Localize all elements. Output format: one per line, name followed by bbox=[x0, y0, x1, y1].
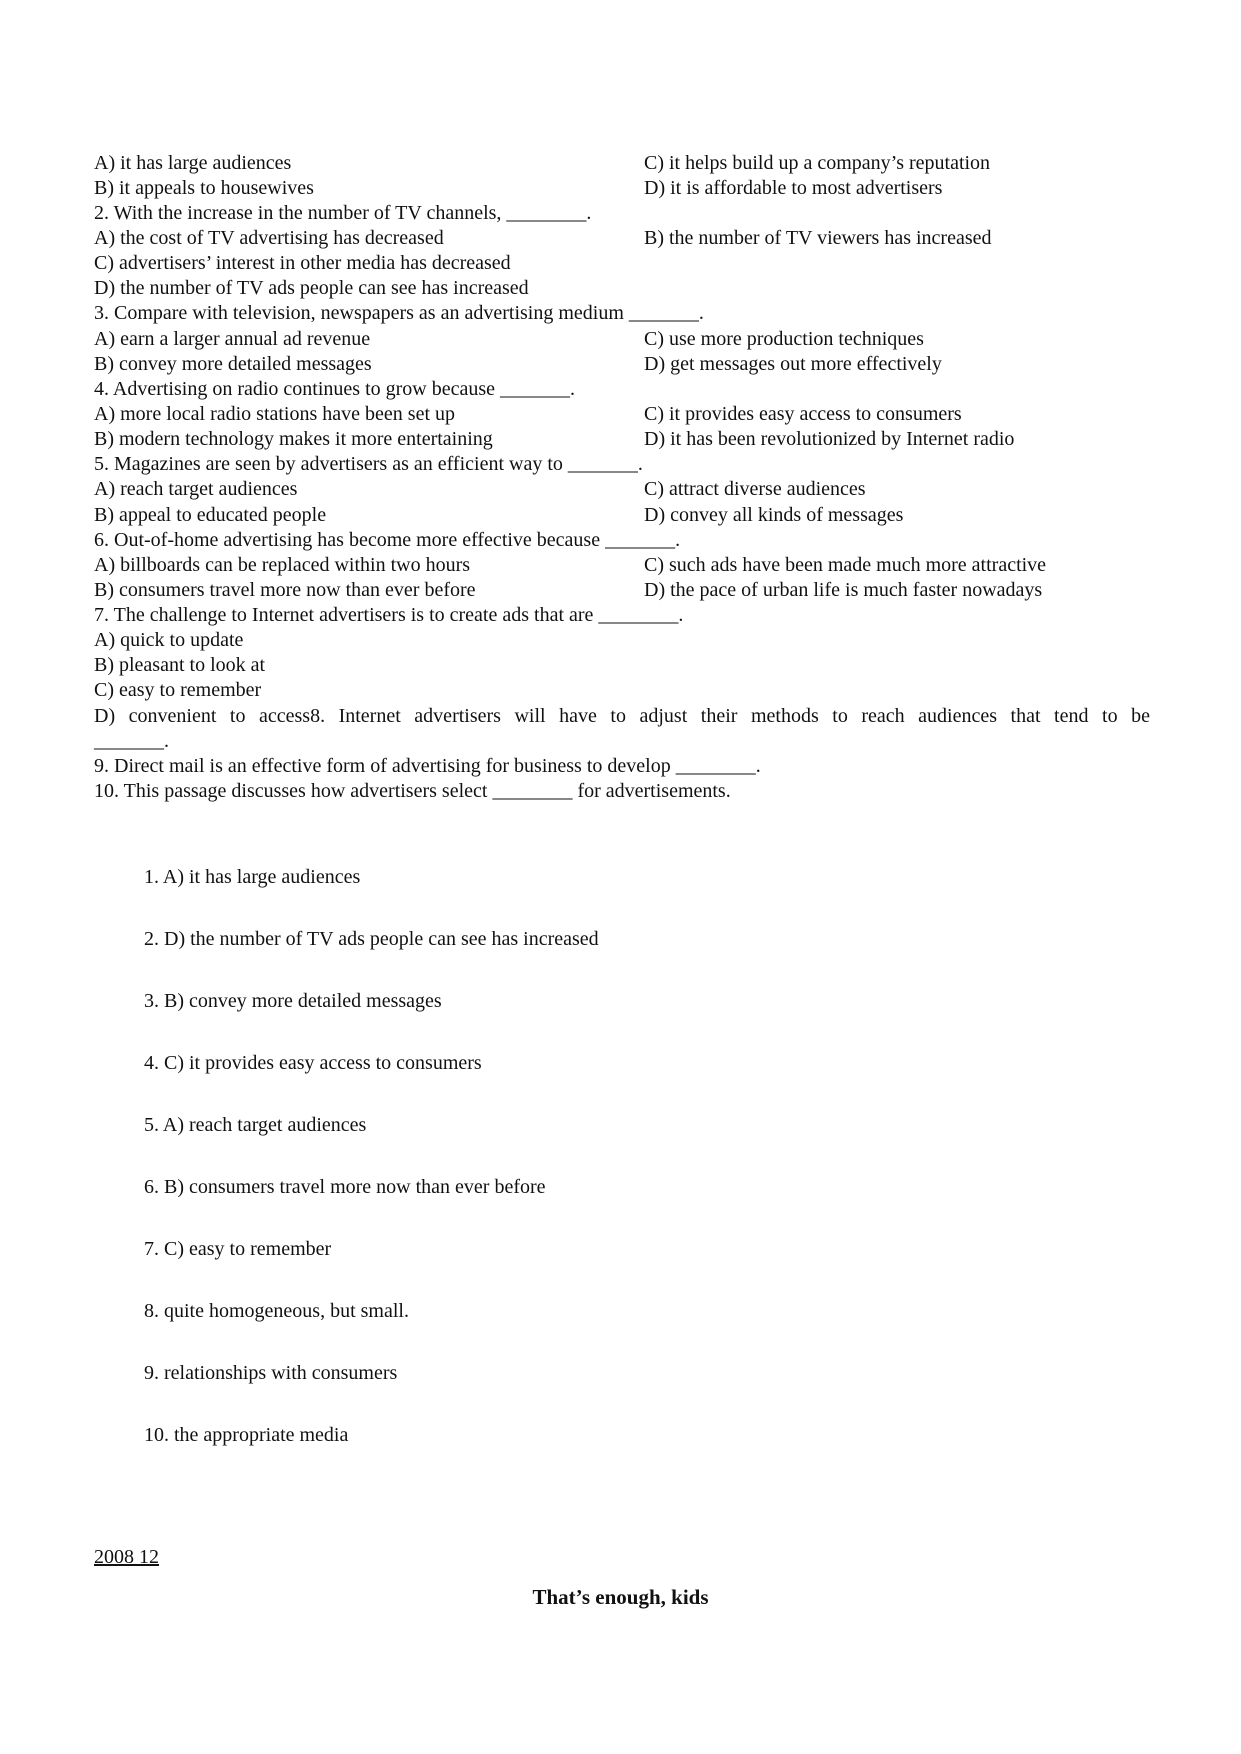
q6-stem: 6. Out-of-home advertising has become more effective because _______. bbox=[94, 529, 681, 551]
answer-item: 5. A) reach target audiences bbox=[144, 1114, 367, 1136]
q3-stem: 3. Compare with television, newspapers as an advertising medium _______. bbox=[94, 302, 704, 324]
q6-option-c: C) such ads have been made much more attractive bbox=[644, 554, 1047, 576]
answer-item: 1. A) it has large audiences bbox=[144, 866, 361, 888]
answer-item: 8. quite homogeneous, but small. bbox=[144, 1300, 409, 1322]
q1-option-b: B) it appeals to housewives bbox=[94, 177, 314, 199]
q6-option-a: A) billboards can be replaced within two hours bbox=[94, 554, 471, 576]
q1-option-d: D) it is affordable to most advertisers bbox=[644, 177, 943, 199]
q5-option-d: D) convey all kinds of messages bbox=[644, 504, 904, 526]
q4-option-d: D) it has been revolutionized by Internet radio bbox=[644, 428, 1015, 450]
q3-option-c: C) use more production techniques bbox=[644, 328, 924, 350]
q2-option-b: B) the number of TV viewers has increased bbox=[644, 227, 992, 249]
q3-option-b: B) convey more detailed messages bbox=[94, 353, 372, 375]
q7-option-c: C) easy to remember bbox=[94, 679, 262, 701]
answer-item: 10. the appropriate media bbox=[144, 1424, 349, 1446]
q3-option-d: D) get messages out more effectively bbox=[644, 353, 942, 375]
exam-date: 2008 12 bbox=[94, 1546, 159, 1568]
q5-option-a: A) reach target audiences bbox=[94, 478, 298, 500]
answer-item: 2. D) the number of TV ads people can see has increased bbox=[144, 928, 599, 950]
answer-item: 7. C) easy to remember bbox=[144, 1238, 332, 1260]
q2-option-c: C) advertisers’ interest in other media has decreased bbox=[94, 252, 511, 274]
answer-item: 4. C) it provides easy access to consumers bbox=[144, 1052, 482, 1074]
q5-option-c: C) attract diverse audiences bbox=[644, 478, 866, 500]
answer-item: 3. B) convey more detailed messages bbox=[144, 990, 442, 1012]
q4-option-a: A) more local radio stations have been set up bbox=[94, 403, 455, 425]
q5-option-b: B) appeal to educated people bbox=[94, 504, 327, 526]
q3-option-a: A) earn a larger annual ad revenue bbox=[94, 328, 371, 350]
q7-option-d-q8-stem: D) convenient to access8. Internet advertisers will have to adjust their methods to reach audiences that tend to be bbox=[94, 705, 1150, 727]
q4-option-b: B) modern technology makes it more entertaining bbox=[94, 428, 493, 450]
q7-stem: 7. The challenge to Internet advertisers is to create ads that are ________. bbox=[94, 604, 684, 626]
q2-stem: 2. With the increase in the number of TV channels, ________. bbox=[94, 202, 592, 224]
q6-option-d: D) the pace of urban life is much faster nowadays bbox=[644, 579, 1043, 601]
q7-option-b: B) pleasant to look at bbox=[94, 654, 266, 676]
q5-stem: 5. Magazines are seen by advertisers as an efficient way to _______. bbox=[94, 453, 643, 475]
q9-stem: 9. Direct mail is an effective form of advertising for business to develop ________. bbox=[94, 755, 761, 777]
q1-option-a: A) it has large audiences bbox=[94, 152, 292, 174]
q7-option-a: A) quick to update bbox=[94, 629, 244, 651]
q4-option-c: C) it provides easy access to consumers bbox=[644, 403, 962, 425]
answer-item: 6. B) consumers travel more now than ever before bbox=[144, 1176, 546, 1198]
q2-option-d: D) the number of TV ads people can see has increased bbox=[94, 277, 529, 299]
q1-option-c: C) it helps build up a company’s reputation bbox=[644, 152, 991, 174]
q8-blank: _______. bbox=[94, 730, 169, 752]
q4-stem: 4. Advertising on radio continues to grow because _______. bbox=[94, 378, 576, 400]
answer-item: 9. relationships with consumers bbox=[144, 1362, 398, 1384]
q6-option-b: B) consumers travel more now than ever before bbox=[94, 579, 476, 601]
next-passage-title: That’s enough, kids bbox=[532, 1585, 709, 1609]
q10-stem: 10. This passage discusses how advertisers select ________ for advertisements. bbox=[94, 780, 731, 802]
q2-option-a: A) the cost of TV advertising has decreased bbox=[94, 227, 444, 249]
